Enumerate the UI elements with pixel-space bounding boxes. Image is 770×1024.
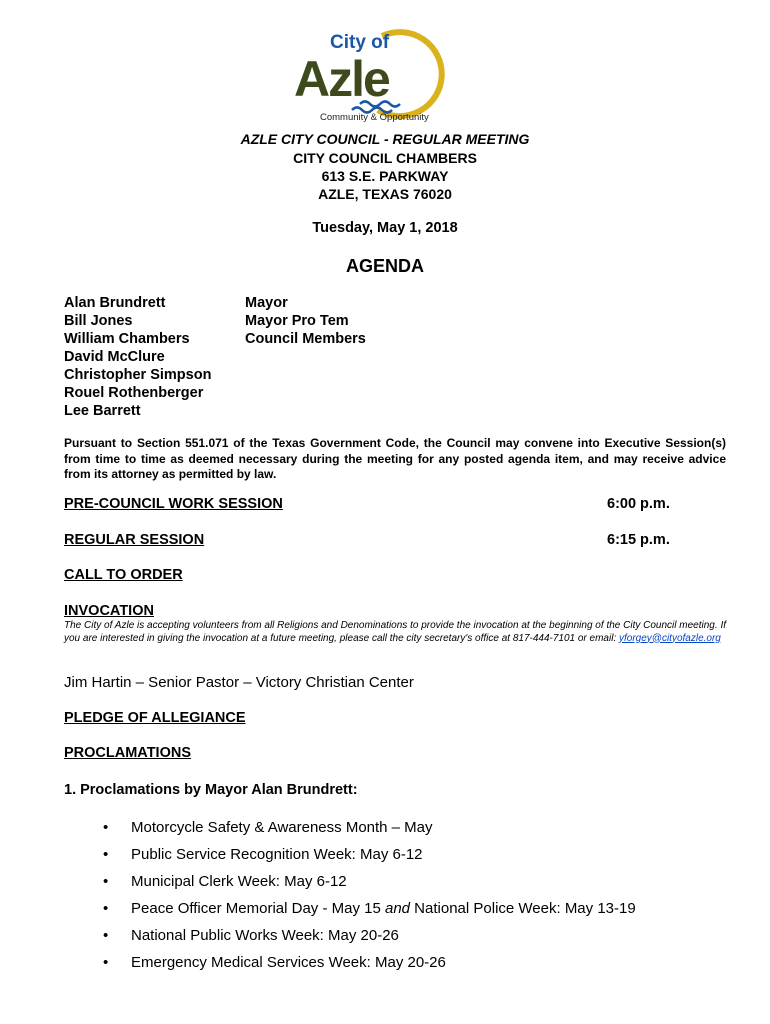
council-member: Christopher Simpson	[64, 367, 212, 383]
bullet-icon: •	[103, 819, 109, 836]
council-title-list	[245, 294, 366, 348]
proclamation-text: Public Service Recognition Week: May 6-12	[131, 846, 423, 863]
agenda-heading: AGENDA	[345, 256, 424, 276]
proclamation-text: Emergency Medical Services Week: May 20-26	[131, 954, 446, 971]
invocation-note-text: The City of Azle is accepting volunteers from all Religions and Denominations to provide the invocation at the beginning of the City Council meeting. If you are interested in giving the invocation at a future meeting, please call the city secretary's office at 817-444-7101 or email:	[64, 620, 726, 644]
bullet-icon: •	[103, 927, 109, 944]
council-title: Mayor	[245, 295, 288, 311]
invocation-heading: INVOCATION	[64, 603, 154, 619]
invocation-speaker: Jim Hartin – Senior Pastor – Victory Christian Center	[64, 674, 414, 691]
city-of-azle-logo	[290, 18, 450, 122]
list-item	[96, 949, 636, 976]
logo-azle-text: Azle	[294, 51, 389, 107]
secretary-email-link[interactable]: yforgey@cityofazle.org	[619, 632, 721, 644]
regular-session-heading: REGULAR SESSION	[64, 532, 205, 548]
pre-council-heading: PRE-COUNCIL WORK SESSION	[64, 496, 283, 512]
council-member: Rouel Rothenberger	[64, 385, 204, 401]
logo-tagline: Community & Opportunity	[320, 112, 429, 122]
council-member-list	[64, 294, 211, 420]
meeting-city: AZLE, TEXAS 76020	[318, 186, 452, 202]
council-title: Mayor Pro Tem	[245, 313, 349, 329]
proclamation-emphasis: and	[384, 900, 411, 917]
meeting-date: Tuesday, May 1, 2018	[312, 220, 458, 236]
executive-session-notice: Pursuant to Section 551.071 of the Texas Government Code, the Council may convene into Executive Session(s) from time to time as deemed necessary during the meeting for any posted agenda item, and may receive advice from its attorney as permitted by law.	[64, 436, 726, 481]
proclamation-text: Municipal Clerk Week: May 6-12	[131, 873, 347, 890]
pre-council-time: 6:00 p.m.	[607, 496, 670, 512]
list-item	[96, 814, 636, 841]
meeting-venue: CITY COUNCIL CHAMBERS	[293, 150, 477, 166]
proclamation-item-heading: 1. Proclamations by Mayor Alan Brundrett:	[64, 782, 358, 798]
council-title: Council Members	[245, 331, 366, 347]
logo-city-of-text: City of	[330, 32, 390, 53]
meeting-street: 613 S.E. PARKWAY	[321, 168, 449, 184]
proclamation-list	[96, 814, 636, 976]
council-member: Lee Barrett	[64, 403, 141, 419]
list-item	[96, 841, 636, 868]
bullet-icon: •	[103, 900, 109, 917]
proclamation-text: National Public Works Week: May 20-26	[131, 927, 399, 944]
list-item	[96, 895, 636, 922]
bullet-icon: •	[103, 873, 109, 890]
council-member: Alan Brundrett	[64, 295, 166, 311]
list-item	[96, 922, 636, 949]
bullet-icon: •	[103, 846, 109, 863]
proclamation-text: Motorcycle Safety & Awareness Month – May	[131, 819, 433, 836]
proclamation-text-part: Peace Officer Memorial Day - May 15	[131, 900, 385, 917]
call-to-order-heading: CALL TO ORDER	[64, 567, 183, 583]
proclamation-text-part: National Police Week: May 13-19	[410, 900, 636, 917]
meeting-title: AZLE CITY COUNCIL - REGULAR MEETING	[240, 131, 530, 147]
proclamations-heading: PROCLAMATIONS	[64, 745, 192, 761]
regular-session-time: 6:15 p.m.	[607, 532, 670, 548]
pledge-heading: PLEDGE OF ALLEGIANCE	[64, 710, 246, 726]
council-member: William Chambers	[64, 331, 190, 347]
council-member: Bill Jones	[64, 313, 133, 329]
list-item	[96, 868, 636, 895]
bullet-icon: •	[103, 954, 109, 971]
invocation-note	[64, 620, 726, 645]
council-member: David McClure	[64, 349, 165, 365]
